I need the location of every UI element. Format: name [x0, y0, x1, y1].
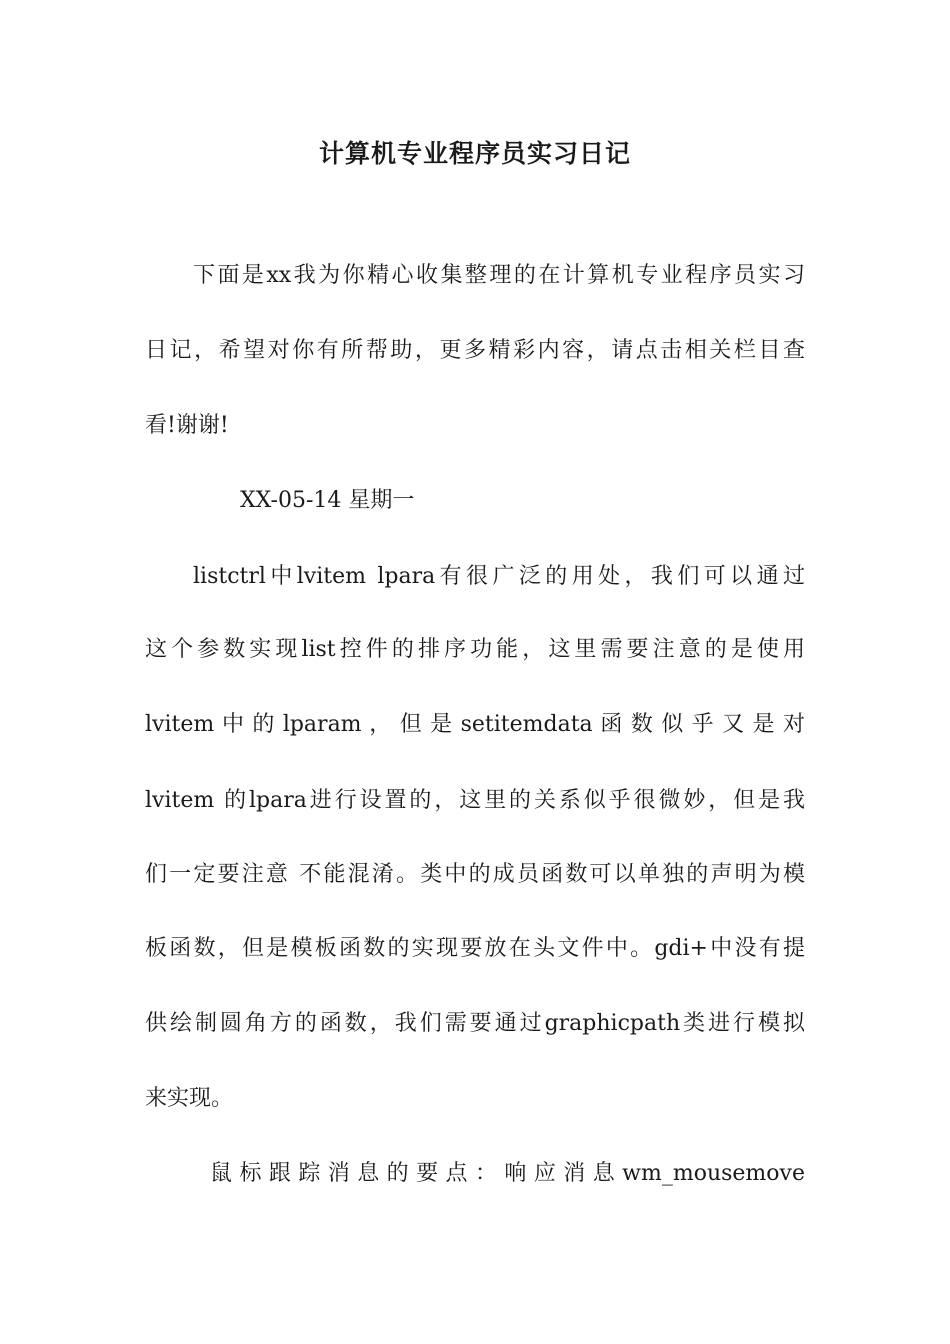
body-line-6: 板函数，但是模板函数的实现要放在头文件中。gdi+中没有提: [145, 936, 805, 961]
body-line-1: listctrl中lvitem lpara有很广泛的用处，我们可以通过: [193, 564, 805, 589]
body-line-7: 供绘制圆角方的函数，我们需要通过graphicpath类进行模拟: [145, 1011, 805, 1036]
last-line: 鼠 标 跟 踪 消 息 的 要 点 ： 响 应 消 息 wm_mousemove: [210, 1161, 805, 1186]
body-line-2: 这个参数实现list控件的排序功能，这里需要注意的是使用: [145, 637, 805, 662]
intro-line-2: 日记，希望对你有所帮助，更多精彩内容，请点击相关栏目查: [145, 338, 805, 363]
intro-line-1: 下面是xx我为你精心收集整理的在计算机专业程序员实习: [193, 263, 805, 288]
body-line-3: lvitem 中 的 lparam ， 但 是 setitemdata 函 数 似 乎 又 是 对: [145, 712, 805, 737]
document-title: 计算机专业程序员实习日记: [318, 139, 631, 168]
intro-line-3: 看!谢谢!: [145, 413, 229, 438]
body-line-8: 来实现。: [145, 1086, 234, 1111]
body-line-5: 们一定要注意 不能混淆。类中的成员函数可以单独的声明为模: [145, 862, 805, 887]
body-line-4: lvitem 的lpara进行设置的，这里的关系似乎很微妙，但是我: [145, 788, 805, 813]
date-line: XX-05-14 星期一: [240, 488, 415, 513]
